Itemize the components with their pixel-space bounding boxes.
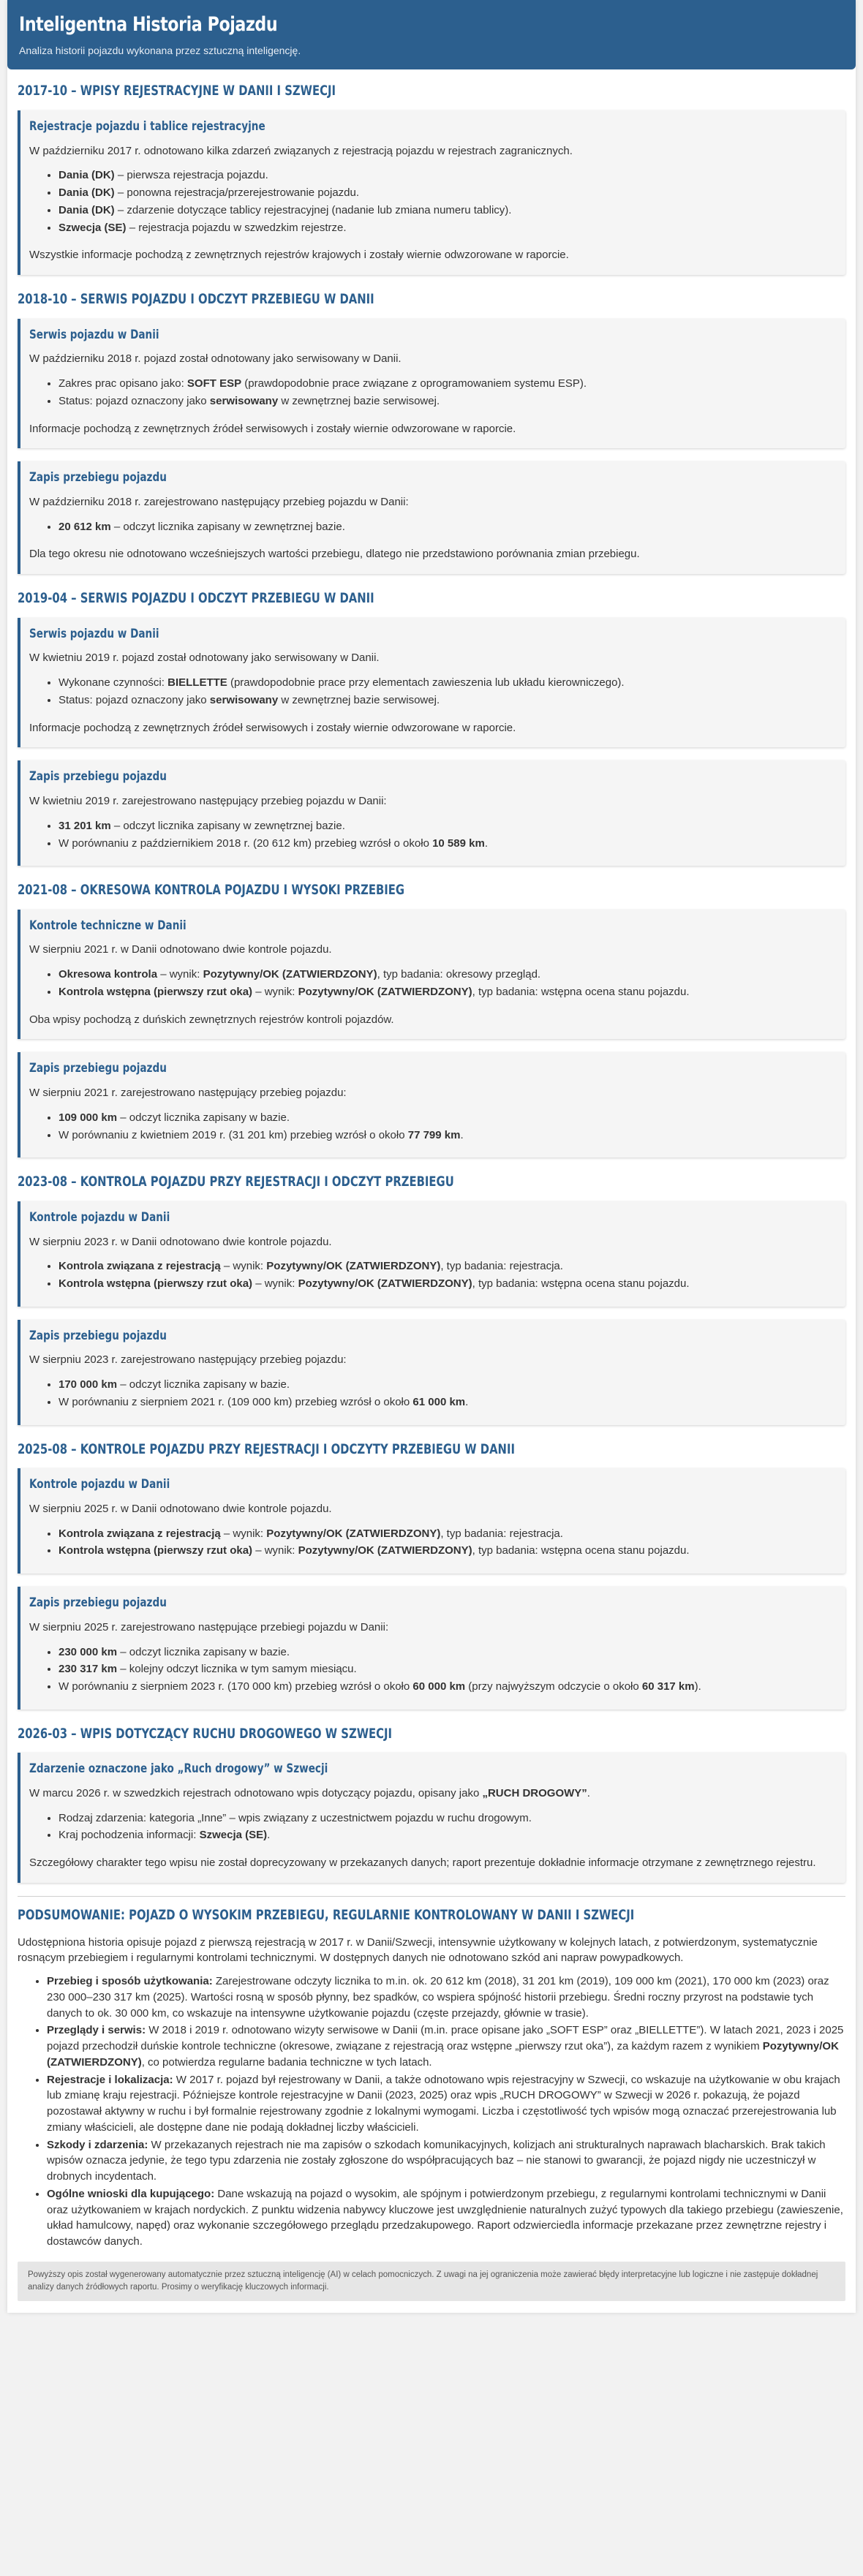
list-item — [59, 675, 835, 691]
card-list — [29, 675, 835, 709]
summary-divider — [18, 1896, 845, 1897]
card-title: Kontrole pojazdu w Danii — [29, 1209, 170, 1225]
item-text: – wynik: — [252, 985, 298, 998]
highlight-text: Okresowa kontrola — [59, 968, 158, 981]
card-title: Zapis przebiegu pojazdu — [29, 1061, 167, 1076]
highlight-text: 230 317 km — [59, 1663, 118, 1676]
item-text: Zarejestrowane odczyty licznika to m.in. ok. 20 612 km (2018), 31 201 km (2019), 109 000 km (2021), 170 000 km (2023) oraz 230 000–230 317 km (2025). Wartości rosną w sposób płynny, bez spadków, co wspiera spójność historii przebiegu. Średni roczny przyrost na podstawie tych danych to ok. 30 000 km, co wskazuje na intensywne użytkowanie pojazdu (częste przejazdy, głównie w trasie). — [47, 1975, 829, 2020]
item-text: , typ badania: rejestracja. — [440, 1527, 563, 1540]
highlight-text: Pozytywny/OK (ZATWIERDZONY) — [298, 1277, 472, 1291]
highlight-text: Kontrola związana z rejestracją — [59, 1260, 221, 1273]
card-outro: Informacje pochodzą z zewnętrznych źródeł serwisowych i zostały wiernie odwzorowane w raporcie. — [29, 721, 516, 734]
summary-list — [18, 1973, 845, 2250]
list-item — [59, 1258, 835, 1274]
event-card — [18, 1587, 845, 1710]
item-text: , typ badania: wstępna ocena stanu pojazdu. — [472, 1277, 690, 1291]
item-text: W przekazanych rejestrach nie ma zapisów o szkodach komunikacyjnych, kolizjach ani strukturalnych naprawach blacharskich. Brak takich wpisów oznacza jedynie, że tego typu zdarzenia nie zostały zgłoszone do współpracujących baz – nie stanowi to gwarancji, że pojazd nigdy nie uczestniczył w drobnych incydentach. — [47, 2138, 826, 2183]
list-item — [59, 1394, 835, 1410]
card-title: Zdarzenie oznaczone jako „Ruch drogowy” w Szwecji — [29, 1761, 328, 1777]
item-text: – pierwsza rejestracja pojazdu. — [114, 169, 268, 182]
item-text: – odczyt licznika zapisany w bazie. — [117, 1378, 290, 1391]
summary-section — [18, 1905, 845, 2250]
card-outro: Szczegółowy charakter tego wpisu nie został doprecyzowany w przekazanych danych; raport prezentuje dokładnie informacje otrzymane z zewnętrznego rejestru. — [29, 1857, 816, 1870]
list-item — [59, 519, 835, 535]
intro-text: . — [587, 1786, 590, 1799]
item-text: – wynik: — [252, 1544, 298, 1557]
list-item — [59, 220, 835, 236]
card-intro: W kwietniu 2019 r. zarejestrowano następujący przebieg pojazdu w Danii: — [29, 795, 387, 808]
card-outro: Oba wpisy pochodzą z duńskich zewnętrznych rejestrów kontroli pojazdów. — [29, 1013, 394, 1026]
highlight-text: Pozytywny/OK (ZATWIERDZONY) — [266, 1260, 441, 1273]
highlight-text: serwisowany — [209, 693, 279, 706]
card-title: Serwis pojazdu w Danii — [29, 327, 159, 342]
list-item — [47, 1973, 845, 2021]
highlight-text: Kontrola związana z rejestracją — [59, 1527, 221, 1540]
list-item — [47, 2022, 845, 2070]
list-item — [59, 1276, 835, 1292]
card-title: Zapis przebiegu pojazdu — [29, 1595, 167, 1611]
item-text: Wykonane czynności: — [59, 676, 168, 690]
list-item — [59, 376, 835, 392]
item-text: Zakres prac opisano jako: — [59, 377, 187, 390]
event-card — [18, 1052, 845, 1157]
card-list — [29, 1258, 835, 1292]
summary-title: PODSUMOWANIE: POJAZD O WYSOKIM PRZEBIEGU, REGULARNIE KONTROLOWANY W DANII I SZWECJI — [18, 1906, 635, 1923]
card-intro: W sierpniu 2021 r. zarejestrowano następujący przebieg pojazdu: — [29, 1087, 347, 1100]
highlight-text: 10 589 km — [432, 836, 485, 850]
highlight-text: BIELLETTE — [167, 676, 227, 690]
card-intro: W sierpniu 2023 r. zarejestrowano następujący przebieg pojazdu: — [29, 1353, 347, 1367]
item-text: – rejestracja pojazdu w szwedzkim rejestrze. — [126, 221, 347, 234]
highlight-text: 230 000 km — [59, 1645, 118, 1658]
card-intro: W sierpniu 2025 r. w Danii odnotowano dwie kontrole pojazdu. — [29, 1502, 332, 1515]
item-text: . — [460, 1128, 464, 1141]
card-list — [29, 519, 835, 535]
card-title: Zapis przebiegu pojazdu — [29, 1328, 167, 1343]
item-text: – odczyt licznika zapisany w zewnętrznej bazie. — [110, 520, 345, 533]
card-list — [29, 1810, 835, 1844]
card-title: Zapis przebiegu pojazdu — [29, 769, 167, 785]
item-text: W 2018 i 2019 r. odnotowano wizyty serwisowe w Danii (m.in. prace opisane jako „SOFT ESP” oraz „BIELLETTE”). W latach 2021, 2023 i 2025 pojazd przechodził duńskie kontrole techniczne (okresowe, związane z rejestracją oraz wstępne „pierwszy rzut oka”), za każdym razem z wynikiem — [47, 2024, 844, 2052]
event-card — [18, 910, 845, 1040]
intro-text: W marcu 2026 r. w szwedzkich rejestrach odnotowano wpis dotyczący pojazdu, opisany jako — [29, 1786, 483, 1799]
event-card — [18, 618, 845, 748]
card-title: Rejestracje pojazdu i tablice rejestracyjne — [29, 118, 265, 134]
item-text: – ponowna rejestracja/przerejestrowanie pojazdu. — [114, 186, 360, 200]
highlight-text: Szkody i zdarzenia: — [47, 2138, 148, 2151]
card-list — [29, 1377, 835, 1410]
card-intro: W sierpniu 2025 r. zarejestrowano następujące przebiegi pojazdu w Danii: — [29, 1620, 389, 1633]
highlight-text: Przeglądy i serwis: — [47, 2024, 146, 2037]
section-title: 2026-03 – WPIS DOTYCZĄCY RUCHU DROGOWEGO W SZWECJI — [18, 1725, 393, 1742]
item-text: , typ badania: rejestracja. — [440, 1260, 563, 1273]
list-item — [59, 1827, 835, 1843]
card-intro — [29, 1786, 835, 1802]
summary-intro: Udostępniona historia opisuje pojazd z pierwszą rejestracją w 2017 r. w Danii/Szwecji, intensywnie użytkowany w kolejnych latach, z potwierdzonym, systematycznie rosnącym przebiegiem i regularnymi kontrolami technicznymi. W dostępnych danych nie odnotowano szkód ani napraw powypadkowych. — [18, 1935, 818, 1965]
highlight-text: 61 000 km — [412, 1395, 466, 1408]
event-card — [18, 1320, 845, 1425]
highlight-text: 109 000 km — [59, 1111, 118, 1124]
highlight-text: Pozytywny/OK (ZATWIERDZONY) — [203, 968, 377, 981]
card-intro: W październiku 2018 r. zarejestrowano następujący przebieg pojazdu w Danii: — [29, 495, 409, 508]
highlight-text: 170 000 km — [59, 1378, 118, 1391]
highlight-text: Kontrola wstępna (pierwszy rzut oka) — [59, 1544, 253, 1557]
list-item — [59, 1128, 835, 1144]
item-text: , co potwierdza regularne badania techniczne w tych latach. — [141, 2055, 432, 2069]
item-text: W 2017 r. pojazd był rejestrowany w Danii, a także odnotowano wpis rejestracyjny w Szwecji, co wskazuje na użytkowanie w obu krajach lub zmianę kraju rejestracji. Późniejsze kontrole rejestracyjne w Danii (2023, 2025) oraz wpis „RUCH DROGOWY” w Szwecji w 2026 r. pokazują, że pojazd pozostawał aktywny w ruchu i był formalnie rejestrowany zgodnie z lokalnymi wymogami. Liczba i częstotliwość tych wpisów mogą oznaczać przerejestrowania lub zmiany właścicieli, ale dostępne dane nie podają dokładnej liczby właścicieli. — [47, 2073, 840, 2134]
report-header — [7, 0, 856, 69]
highlight-text: Szwecja (SE) — [199, 1829, 268, 1842]
item-text: – odczyt licznika zapisany w bazie. — [117, 1111, 290, 1124]
item-text: – odczyt licznika zapisany w zewnętrznej bazie. — [110, 819, 345, 832]
card-outro: Wszystkie informacje pochodzą z zewnętrznych rejestrów krajowych i zostały wiernie odwzorowane w raporcie. — [29, 249, 569, 262]
list-item — [47, 2137, 845, 2185]
item-text: W porównaniu z kwietniem 2019 r. (31 201 km) przebieg wzrósł o około — [59, 1128, 408, 1141]
event-card — [18, 1753, 845, 1883]
list-item — [59, 692, 835, 709]
item-text: (prawdopodobnie prace związane z oprogramowaniem systemu ESP). — [241, 377, 587, 390]
report-page — [7, 0, 856, 2313]
card-intro: W październiku 2017 r. odnotowano kilka zdarzeń związanych z rejestracją pojazdu w rejestrach zagranicznych. — [29, 144, 573, 157]
list-item — [59, 1644, 835, 1661]
event-card — [18, 319, 845, 449]
highlight-text: SOFT ESP — [186, 377, 242, 390]
list-item — [59, 185, 835, 201]
card-list — [29, 1110, 835, 1144]
event-card — [18, 110, 845, 275]
section-title: 2025-08 – KONTROLE POJAZDU PRZY REJESTRACJI I ODCZYTY PRZEBIEGU W DANII — [18, 1440, 515, 1457]
timeline-sections — [18, 81, 845, 1883]
highlight-text: 77 799 km — [407, 1128, 461, 1141]
item-text: (przy najwyższym odczycie o około — [465, 1680, 642, 1693]
highlight-text: „RUCH DROGOWY” — [482, 1786, 587, 1799]
item-text: , typ badania: wstępna ocena stanu pojazdu. — [472, 1544, 690, 1557]
highlight-text: Dania (DK) — [59, 203, 115, 216]
item-text: Kraj pochodzenia informacji: — [59, 1829, 200, 1842]
item-text: – zdarzenie dotyczące tablicy rejestracyjnej (nadanie lub zmiana numeru tablicy). — [114, 203, 512, 216]
highlight-text: Pozytywny/OK (ZATWIERDZONY) — [47, 2040, 839, 2069]
section-title: 2017-10 – WPISY REJESTRACYJNE W DANII I SZWECJI — [18, 83, 336, 99]
item-text: – odczyt licznika zapisany w bazie. — [117, 1645, 290, 1658]
card-intro: W kwietniu 2019 r. pojazd został odnotowany jako serwisowany w Danii. — [29, 651, 380, 665]
item-text: , typ badania: okresowy przegląd. — [377, 968, 541, 981]
item-text: Status: pojazd oznaczony jako — [59, 394, 210, 407]
item-text: . — [267, 1829, 271, 1842]
list-item — [59, 1377, 835, 1393]
list-item — [59, 984, 835, 1000]
card-list — [29, 1644, 835, 1695]
section-title: 2023-08 – KONTROLA POJAZDU PRZY REJESTRACJI I ODCZYT PRZEBIEGU — [18, 1174, 454, 1190]
item-text: w zewnętrznej bazie serwisowej. — [278, 394, 440, 407]
section-title: 2018-10 – SERWIS POJAZDU I ODCZYT PRZEBIEGU W DANII — [18, 291, 374, 308]
event-card — [18, 760, 845, 866]
item-text: – wynik: — [220, 1260, 267, 1273]
highlight-text: 20 612 km — [59, 520, 111, 533]
list-item — [59, 1679, 835, 1695]
card-intro: W sierpniu 2023 r. w Danii odnotowano dwie kontrole pojazdu. — [29, 1235, 332, 1248]
highlight-text: 60 000 km — [412, 1680, 466, 1693]
item-text: Dane wskazują na pojazd o wysokim, ale spójnym i potwierdzonym przebiegu, z regularnymi kontrolami technicznymi w Danii oraz użytkowaniem w krajach nordyckich. Z punktu widzenia nabywcy kluczowe jest uwzględnienie naturalnych zużyć typowych dla takiego przebiegu (zawieszenie, układ hamulcowy, napęd) oraz wykonanie szczegółowego przeglądu przedzakupowego. Raport odzwierciedla informacje przekazane przez zewnętrzne rejestry i dostawców danych. — [47, 2187, 843, 2248]
highlight-text: Ogólne wnioski dla kupującego: — [47, 2187, 215, 2200]
report-title: Inteligentna Historia Pojazdu — [19, 13, 278, 36]
event-card — [18, 461, 845, 574]
highlight-text: Dania (DK) — [59, 186, 115, 200]
highlight-text: Rejestracje i lokalizacja: — [47, 2073, 173, 2086]
list-item — [59, 818, 835, 834]
card-list — [29, 376, 835, 409]
ai-disclaimer-note: Powyższy opis został wygenerowany automatycznie przez sztuczną inteligencję (AI) w celach pomocniczych. Z uwagi na jej ograniczenia może zawierać błędy interpretacyjne lub logiczne i nie zastępuje dokładnej analizy danych źródłowych raportu. Prosimy o weryfikację kluczowych informacji. — [18, 2262, 845, 2302]
card-list — [29, 167, 835, 235]
item-text: (prawdopodobnie prace przy elementach zawieszenia lub układu kierowniczego). — [227, 676, 625, 690]
highlight-text: Pozytywny/OK (ZATWIERDZONY) — [266, 1527, 441, 1540]
item-text: , typ badania: wstępna ocena stanu pojazdu. — [472, 985, 690, 998]
report-subtitle: Analiza historii pojazdu wykonana przez sztuczną inteligencję. — [19, 45, 301, 57]
event-card — [18, 1468, 845, 1574]
list-item — [59, 836, 835, 852]
card-outro: Informacje pochodzą z zewnętrznych źródeł serwisowych i zostały wiernie odwzorowane w raporcie. — [29, 422, 516, 435]
highlight-text: Przebieg i sposób użytkowania: — [47, 1975, 213, 1987]
item-text: w zewnętrznej bazie serwisowej. — [278, 693, 440, 706]
highlight-text: Kontrola wstępna (pierwszy rzut oka) — [59, 1277, 253, 1291]
item-text: . — [484, 836, 488, 850]
section-title: 2019-04 – SERWIS POJAZDU I ODCZYT PRZEBIEGU W DANII — [18, 590, 374, 607]
highlight-text: Pozytywny/OK (ZATWIERDZONY) — [298, 1544, 472, 1557]
item-text: – wynik: — [220, 1527, 267, 1540]
item-text: Rodzaj zdarzenia: kategoria „Inne” – wpis związany z uczestnictwem pojazdu w ruchu drogowym. — [59, 1811, 532, 1824]
list-item — [59, 1526, 835, 1542]
list-item — [59, 1110, 835, 1126]
item-text: – wynik: — [252, 1277, 298, 1291]
list-item — [59, 203, 835, 219]
item-text: Status: pojazd oznaczony jako — [59, 693, 210, 706]
card-list — [29, 1526, 835, 1560]
item-text: ). — [694, 1680, 701, 1693]
highlight-text: Dania (DK) — [59, 169, 115, 182]
list-item — [47, 2186, 845, 2250]
card-title: Zapis przebiegu pojazdu — [29, 470, 167, 486]
card-list — [29, 818, 835, 852]
list-item — [59, 1661, 835, 1677]
highlight-text: 31 201 km — [59, 819, 111, 832]
card-intro: W październiku 2018 r. pojazd został odnotowany jako serwisowany w Danii. — [29, 352, 402, 366]
item-text: – kolejny odczyt licznika w tym samym miesiącu. — [117, 1663, 357, 1676]
list-item — [59, 967, 835, 983]
card-title: Serwis pojazdu w Danii — [29, 626, 159, 641]
report-content — [7, 81, 856, 2301]
highlight-text: 60 317 km — [641, 1680, 695, 1693]
card-list — [29, 967, 835, 1000]
item-text: W porównaniu z październikiem 2018 r. (20 612 km) przebieg wzrósł o około — [59, 836, 433, 850]
list-item — [59, 1543, 835, 1559]
item-text: W porównaniu z sierpniem 2023 r. (170 000 km) przebieg wzrósł o około — [59, 1680, 413, 1693]
list-item — [59, 1810, 835, 1827]
highlight-text: Kontrola wstępna (pierwszy rzut oka) — [59, 985, 253, 998]
list-item — [59, 393, 835, 409]
section-title: 2021-08 – OKRESOWA KONTROLA POJAZDU I WYSOKI PRZEBIEG — [18, 882, 405, 899]
list-item — [47, 2072, 845, 2136]
card-intro: W sierpniu 2021 r. w Danii odnotowano dwie kontrole pojazdu. — [29, 943, 332, 956]
highlight-text: serwisowany — [209, 394, 279, 407]
highlight-text: Szwecja (SE) — [59, 221, 127, 234]
item-text: W porównaniu z sierpniem 2021 r. (109 000 km) przebieg wzrósł o około — [59, 1395, 413, 1408]
highlight-text: Pozytywny/OK (ZATWIERDZONY) — [298, 985, 472, 998]
event-card — [18, 1201, 845, 1307]
card-title: Kontrole techniczne w Danii — [29, 918, 186, 933]
item-text: – wynik: — [157, 968, 203, 981]
card-outro: Dla tego okresu nie odnotowano wcześniejszych wartości przebiegu, dlatego nie przedstawiono porównania zmian przebiegu. — [29, 548, 640, 561]
item-text: . — [465, 1395, 469, 1408]
card-title: Kontrole pojazdu w Danii — [29, 1477, 170, 1492]
list-item — [59, 167, 835, 184]
